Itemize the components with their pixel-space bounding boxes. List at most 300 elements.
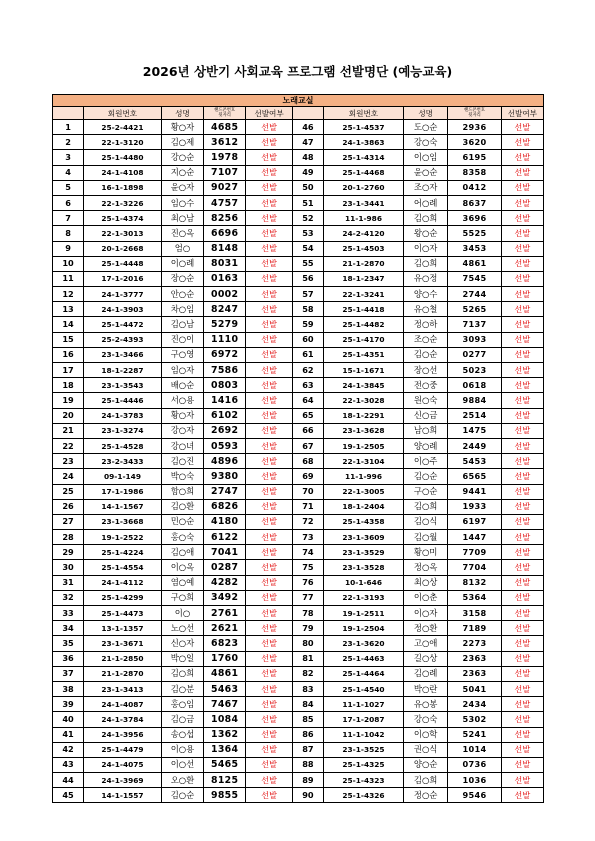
member-id-cell: 24-1-3777 [84,287,162,302]
selection-status-cell: 선발 [246,378,293,393]
row-number: 68 [292,454,323,469]
selection-status-cell: 선발 [246,545,293,560]
phone-suffix-cell: 5465 [204,757,246,772]
member-id-cell: 24-1-3845 [323,378,403,393]
selection-status-cell: 선발 [246,438,293,453]
phone-suffix-cell: 7586 [204,363,246,378]
selection-status-cell: 선발 [501,712,543,727]
name-cell: 배○순 [161,378,203,393]
selection-status-cell: 선발 [246,606,293,621]
row-number: 26 [53,499,84,514]
selection-status-cell: 선발 [246,742,293,757]
row-number: 20 [53,408,84,423]
row-number: 90 [292,788,323,803]
phone-suffix-cell: 1110 [204,332,246,347]
phone-suffix-cell: 3093 [448,332,501,347]
phone-suffix-cell: 5241 [448,727,501,742]
name-cell: 조○자 [403,180,447,195]
row-number: 45 [53,788,84,803]
row-number: 52 [292,211,323,226]
phone-suffix-cell: 6102 [204,408,246,423]
row-number: 59 [292,317,323,332]
name-cell: 지○순 [161,165,203,180]
member-id-cell: 11-1-1027 [323,697,403,712]
selection-status-cell: 선발 [246,788,293,803]
selection-status-cell: 선발 [246,560,293,575]
member-id-cell: 25-1-4323 [323,773,403,788]
selection-status-cell: 선발 [501,408,543,423]
row-number: 83 [292,681,323,696]
name-cell: 유○봉 [403,697,447,712]
phone-suffix-cell: 1364 [204,742,246,757]
member-id-cell: 24-1-4087 [84,697,162,712]
selection-status-cell: 선발 [246,211,293,226]
row-number: 73 [292,530,323,545]
member-id-cell: 25-1-4464 [323,666,403,681]
name-cell: 도○순 [403,120,447,135]
name-cell: 이○주 [403,454,447,469]
member-id-cell: 23-1-3528 [323,560,403,575]
table-row [53,651,544,666]
selection-status-cell: 선발 [246,195,293,210]
table-row [53,575,544,590]
row-number: 56 [292,271,323,286]
selection-status-cell: 선발 [501,530,543,545]
row-number: 3 [53,150,84,165]
row-number: 25 [53,484,84,499]
phone-suffix-cell: 2747 [204,484,246,499]
row-number: 2 [53,135,84,150]
name-cell: 이○선 [161,757,203,772]
member-id-cell: 17-1-2016 [84,271,162,286]
selection-status-cell: 선발 [246,256,293,271]
name-cell: 강○순 [161,150,203,165]
name-cell: 김○순 [403,347,447,362]
member-id-cell: 25-1-4537 [323,120,403,135]
selection-status-cell: 선발 [246,165,293,180]
phone-suffix-cell: 2363 [448,651,501,666]
phone-suffix-cell: 9546 [448,788,501,803]
selection-status-cell: 선발 [246,363,293,378]
member-id-cell: 25-1-4528 [84,438,162,453]
selection-status-cell: 선발 [246,757,293,772]
member-id-cell: 22-1-3028 [323,393,403,408]
selection-status-cell: 선발 [246,317,293,332]
member-id-cell: 25-1-4299 [84,590,162,605]
selection-status-cell: 선발 [501,621,543,636]
name-cell: 이○ [161,606,203,621]
row-number: 33 [53,606,84,621]
row-number: 37 [53,666,84,681]
selection-status-cell: 선발 [501,757,543,772]
row-number: 35 [53,636,84,651]
phone-suffix-cell: 7137 [448,317,501,332]
row-number: 9 [53,241,84,256]
name-cell: 김○순 [161,788,203,803]
row-number: 16 [53,347,84,362]
name-cell: 김○애 [161,545,203,560]
selection-status-cell: 선발 [246,135,293,150]
member-id-cell: 19-1-2504 [323,621,403,636]
row-number: 63 [292,378,323,393]
selection-status-cell: 선발 [246,727,293,742]
name-cell: 김○순 [403,469,447,484]
selection-status-cell: 선발 [501,287,543,302]
name-cell: 양○례 [403,438,447,453]
member-id-cell: 21-1-2870 [84,666,162,681]
name-cell: 염○예 [161,575,203,590]
row-number: 82 [292,666,323,681]
row-number: 47 [292,135,323,150]
name-cell: 이○임 [403,150,447,165]
name-cell: 최○상 [403,575,447,590]
name-cell: 진○옥 [161,226,203,241]
member-id-cell: 25-1-4170 [323,332,403,347]
header-member-id: 회원번호 [323,107,403,120]
row-number: 81 [292,651,323,666]
phone-suffix-cell: 7041 [204,545,246,560]
name-cell: 황○자 [161,120,203,135]
table-row [53,423,544,438]
member-id-cell: 23-1-3413 [84,681,162,696]
row-number: 12 [53,287,84,302]
member-id-cell: 21-1-2850 [84,651,162,666]
table-body [53,120,544,803]
phone-suffix-cell: 1447 [448,530,501,545]
member-id-cell: 25-1-4554 [84,560,162,575]
phone-suffix-cell: 4896 [204,454,246,469]
table-row [53,226,544,241]
name-cell: 구○순 [403,484,447,499]
row-number: 1 [53,120,84,135]
selection-status-cell: 선발 [501,606,543,621]
phone-suffix-cell: 1933 [448,499,501,514]
name-cell: 김○희 [161,666,203,681]
row-number: 18 [53,378,84,393]
selection-status-cell: 선발 [246,241,293,256]
row-number: 14 [53,317,84,332]
selection-status-cell: 선발 [501,165,543,180]
selection-status-cell: 선발 [246,423,293,438]
name-cell: 김○희 [403,211,447,226]
phone-suffix-cell: 7704 [448,560,501,575]
table-row [53,727,544,742]
name-cell: 안○순 [161,287,203,302]
row-number: 72 [292,514,323,529]
member-id-cell: 22-1-3193 [323,590,403,605]
member-id-cell: 22-1-3241 [323,287,403,302]
selection-status-cell: 선발 [246,712,293,727]
phone-suffix-cell: 1362 [204,727,246,742]
table-row [53,408,544,423]
selection-status-cell: 선발 [246,681,293,696]
name-cell: 민○순 [161,514,203,529]
name-cell: 김○례 [403,666,447,681]
phone-suffix-cell: 2936 [448,120,501,135]
table-row [53,271,544,286]
row-number: 23 [53,454,84,469]
phone-suffix-cell: 2761 [204,606,246,621]
name-cell: 강○자 [161,423,203,438]
phone-suffix-cell: 8148 [204,241,246,256]
row-number: 74 [292,545,323,560]
name-cell: 윤○순 [403,165,447,180]
phone-suffix-cell: 7107 [204,165,246,180]
row-number: 41 [53,727,84,742]
member-id-cell: 25-1-4351 [323,347,403,362]
selection-status-cell: 선발 [501,636,543,651]
table-row [53,545,544,560]
name-cell: 어○례 [403,195,447,210]
header-number [292,107,323,120]
member-id-cell: 23-1-3609 [323,530,403,545]
row-number: 71 [292,499,323,514]
row-number: 5 [53,180,84,195]
name-cell: 김○남 [161,317,203,332]
name-cell: 김○희 [403,773,447,788]
name-cell: 이○용 [161,742,203,757]
name-cell: 구○희 [161,590,203,605]
member-id-cell: 24-1-3783 [84,408,162,423]
member-id-cell: 18-1-2347 [323,271,403,286]
selection-status-cell: 선발 [246,347,293,362]
phone-suffix-cell: 8125 [204,773,246,788]
name-cell: 함○희 [161,484,203,499]
selection-status-cell: 선발 [501,469,543,484]
name-cell: 김○금 [161,712,203,727]
page-title: 2026년 상반기 사회교육 프로그램 선발명단 (예능교육) [142,64,453,79]
name-cell: 박○일 [161,651,203,666]
member-id-cell: 24-1-3969 [84,773,162,788]
member-id-cell: 22-1-3120 [84,135,162,150]
name-cell: 구○영 [161,347,203,362]
table-row [53,530,544,545]
name-cell: 남○희 [403,423,447,438]
table-row [53,454,544,469]
member-id-cell: 23-2-3433 [84,454,162,469]
member-id-cell: 16-1-1898 [84,180,162,195]
name-cell: 홍○임 [161,697,203,712]
row-number: 67 [292,438,323,453]
phone-suffix-cell: 8637 [448,195,501,210]
name-cell: 엄○ [161,241,203,256]
selection-status-cell: 선발 [246,636,293,651]
member-id-cell: 20-1-2668 [84,241,162,256]
row-number: 7 [53,211,84,226]
name-cell: 김○분 [161,681,203,696]
row-number: 24 [53,469,84,484]
selection-status-cell: 선발 [501,302,543,317]
row-number: 54 [292,241,323,256]
selection-status-cell: 선발 [246,499,293,514]
row-number: 88 [292,757,323,772]
name-cell: 신○자 [161,636,203,651]
name-cell: 전○중 [403,378,447,393]
name-cell: 정○환 [403,621,447,636]
member-id-cell: 24-1-3784 [84,712,162,727]
row-number: 30 [53,560,84,575]
table-row [53,438,544,453]
selection-status-cell: 선발 [501,590,543,605]
selection-status-cell: 선발 [501,226,543,241]
phone-suffix-cell: 1978 [204,150,246,165]
table-row [53,241,544,256]
selection-status-cell: 선발 [246,287,293,302]
member-id-cell: 23-1-3668 [84,514,162,529]
selection-status-cell: 선발 [501,666,543,681]
row-number: 49 [292,165,323,180]
name-cell: 이○학 [403,727,447,742]
row-number: 27 [53,514,84,529]
row-number: 28 [53,530,84,545]
row-number: 43 [53,757,84,772]
member-id-cell: 24-1-4108 [84,165,162,180]
table-row [53,712,544,727]
table-row [53,150,544,165]
table-row [53,211,544,226]
member-id-cell: 14-1-1567 [84,499,162,514]
row-number: 21 [53,423,84,438]
name-cell: 오○환 [161,773,203,788]
row-number: 40 [53,712,84,727]
selection-status-cell: 선발 [501,150,543,165]
table-row [53,317,544,332]
name-cell: 서○용 [161,393,203,408]
phone-suffix-cell: 8256 [204,211,246,226]
selection-status-cell: 선발 [501,378,543,393]
selection-status-cell: 선발 [501,438,543,453]
selection-status-cell: 선발 [246,408,293,423]
phone-suffix-cell: 2692 [204,423,246,438]
phone-suffix-cell: 1036 [448,773,501,788]
member-id-cell: 22-1-3013 [84,226,162,241]
phone-suffix-cell: 6197 [448,514,501,529]
selection-status-cell: 선발 [501,499,543,514]
phone-suffix-cell: 3158 [448,606,501,621]
row-number: 58 [292,302,323,317]
row-number: 19 [53,393,84,408]
phone-suffix-cell: 6195 [448,150,501,165]
name-cell: 송○섭 [161,727,203,742]
phone-suffix-cell: 2363 [448,666,501,681]
row-number: 31 [53,575,84,590]
row-number: 61 [292,347,323,362]
phone-suffix-cell: 5463 [204,681,246,696]
selection-status-cell: 선발 [246,575,293,590]
table-row [53,636,544,651]
name-cell: 유○정 [403,271,447,286]
phone-suffix-cell: 7709 [448,545,501,560]
selection-status-cell: 선발 [246,120,293,135]
phone-suffix-cell: 2273 [448,636,501,651]
selection-status-cell: 선발 [501,211,543,226]
row-number: 87 [292,742,323,757]
member-id-cell: 17-1-1986 [84,484,162,499]
table-row [53,590,544,605]
row-number: 75 [292,560,323,575]
header-status: 선발여부 [501,107,543,120]
member-id-cell: 25-1-4473 [84,606,162,621]
member-id-cell: 18-1-2404 [323,499,403,514]
selection-status-cell: 선발 [501,545,543,560]
selection-status-cell: 선발 [501,393,543,408]
member-id-cell: 25-1-4448 [84,256,162,271]
member-id-cell: 18-1-2291 [323,408,403,423]
row-number: 39 [53,697,84,712]
selection-status-cell: 선발 [501,363,543,378]
row-number: 57 [292,287,323,302]
name-cell: 양○수 [403,287,447,302]
phone-suffix-cell: 2434 [448,697,501,712]
table-row [53,560,544,575]
row-number: 48 [292,150,323,165]
table-row [53,180,544,195]
row-number: 80 [292,636,323,651]
row-number: 86 [292,727,323,742]
member-id-cell: 23-1-3274 [84,423,162,438]
selection-status-cell: 선발 [246,773,293,788]
row-number: 77 [292,590,323,605]
row-number: 89 [292,773,323,788]
name-cell: 박○란 [403,681,447,696]
member-id-cell: 19-1-2505 [323,438,403,453]
selection-status-cell: 선발 [501,454,543,469]
table-row [53,195,544,210]
name-cell: 신○금 [403,408,447,423]
phone-suffix-cell: 2514 [448,408,501,423]
member-id-cell: 24-1-4075 [84,757,162,772]
name-cell: 김○제 [161,135,203,150]
selection-status-cell: 선발 [501,742,543,757]
phone-suffix-cell: 6696 [204,226,246,241]
name-cell: 길○상 [403,651,447,666]
header-status: 선발여부 [246,107,293,120]
name-cell: 장○순 [161,271,203,286]
selection-status-cell: 선발 [246,332,293,347]
phone-suffix-cell: 0287 [204,560,246,575]
selection-status-cell: 선발 [501,681,543,696]
member-id-cell: 25-1-4540 [323,681,403,696]
name-cell: 왕○순 [403,226,447,241]
member-id-cell: 21-1-2870 [323,256,403,271]
member-id-cell: 23-1-3529 [323,545,403,560]
name-cell: 정○순 [403,788,447,803]
phone-suffix-cell: 9855 [204,788,246,803]
selection-status-cell: 선발 [501,241,543,256]
row-number: 6 [53,195,84,210]
table-row [53,773,544,788]
name-cell: 조○순 [403,332,447,347]
row-number: 60 [292,332,323,347]
name-cell: 노○선 [161,621,203,636]
name-cell: 강○녀 [161,438,203,453]
phone-suffix-cell: 2449 [448,438,501,453]
table-row [53,135,544,150]
table-row [53,484,544,499]
name-cell: 홍○숙 [161,530,203,545]
table-row [53,469,544,484]
row-number: 76 [292,575,323,590]
phone-suffix-cell: 9380 [204,469,246,484]
row-number: 32 [53,590,84,605]
selection-status-cell: 선발 [246,530,293,545]
name-cell: 김○월 [403,530,447,545]
header-name: 성명 [161,107,203,120]
member-id-cell: 13-1-1357 [84,621,162,636]
phone-suffix-cell: 5023 [448,363,501,378]
phone-suffix-cell: 7467 [204,697,246,712]
member-id-cell: 19-1-2522 [84,530,162,545]
